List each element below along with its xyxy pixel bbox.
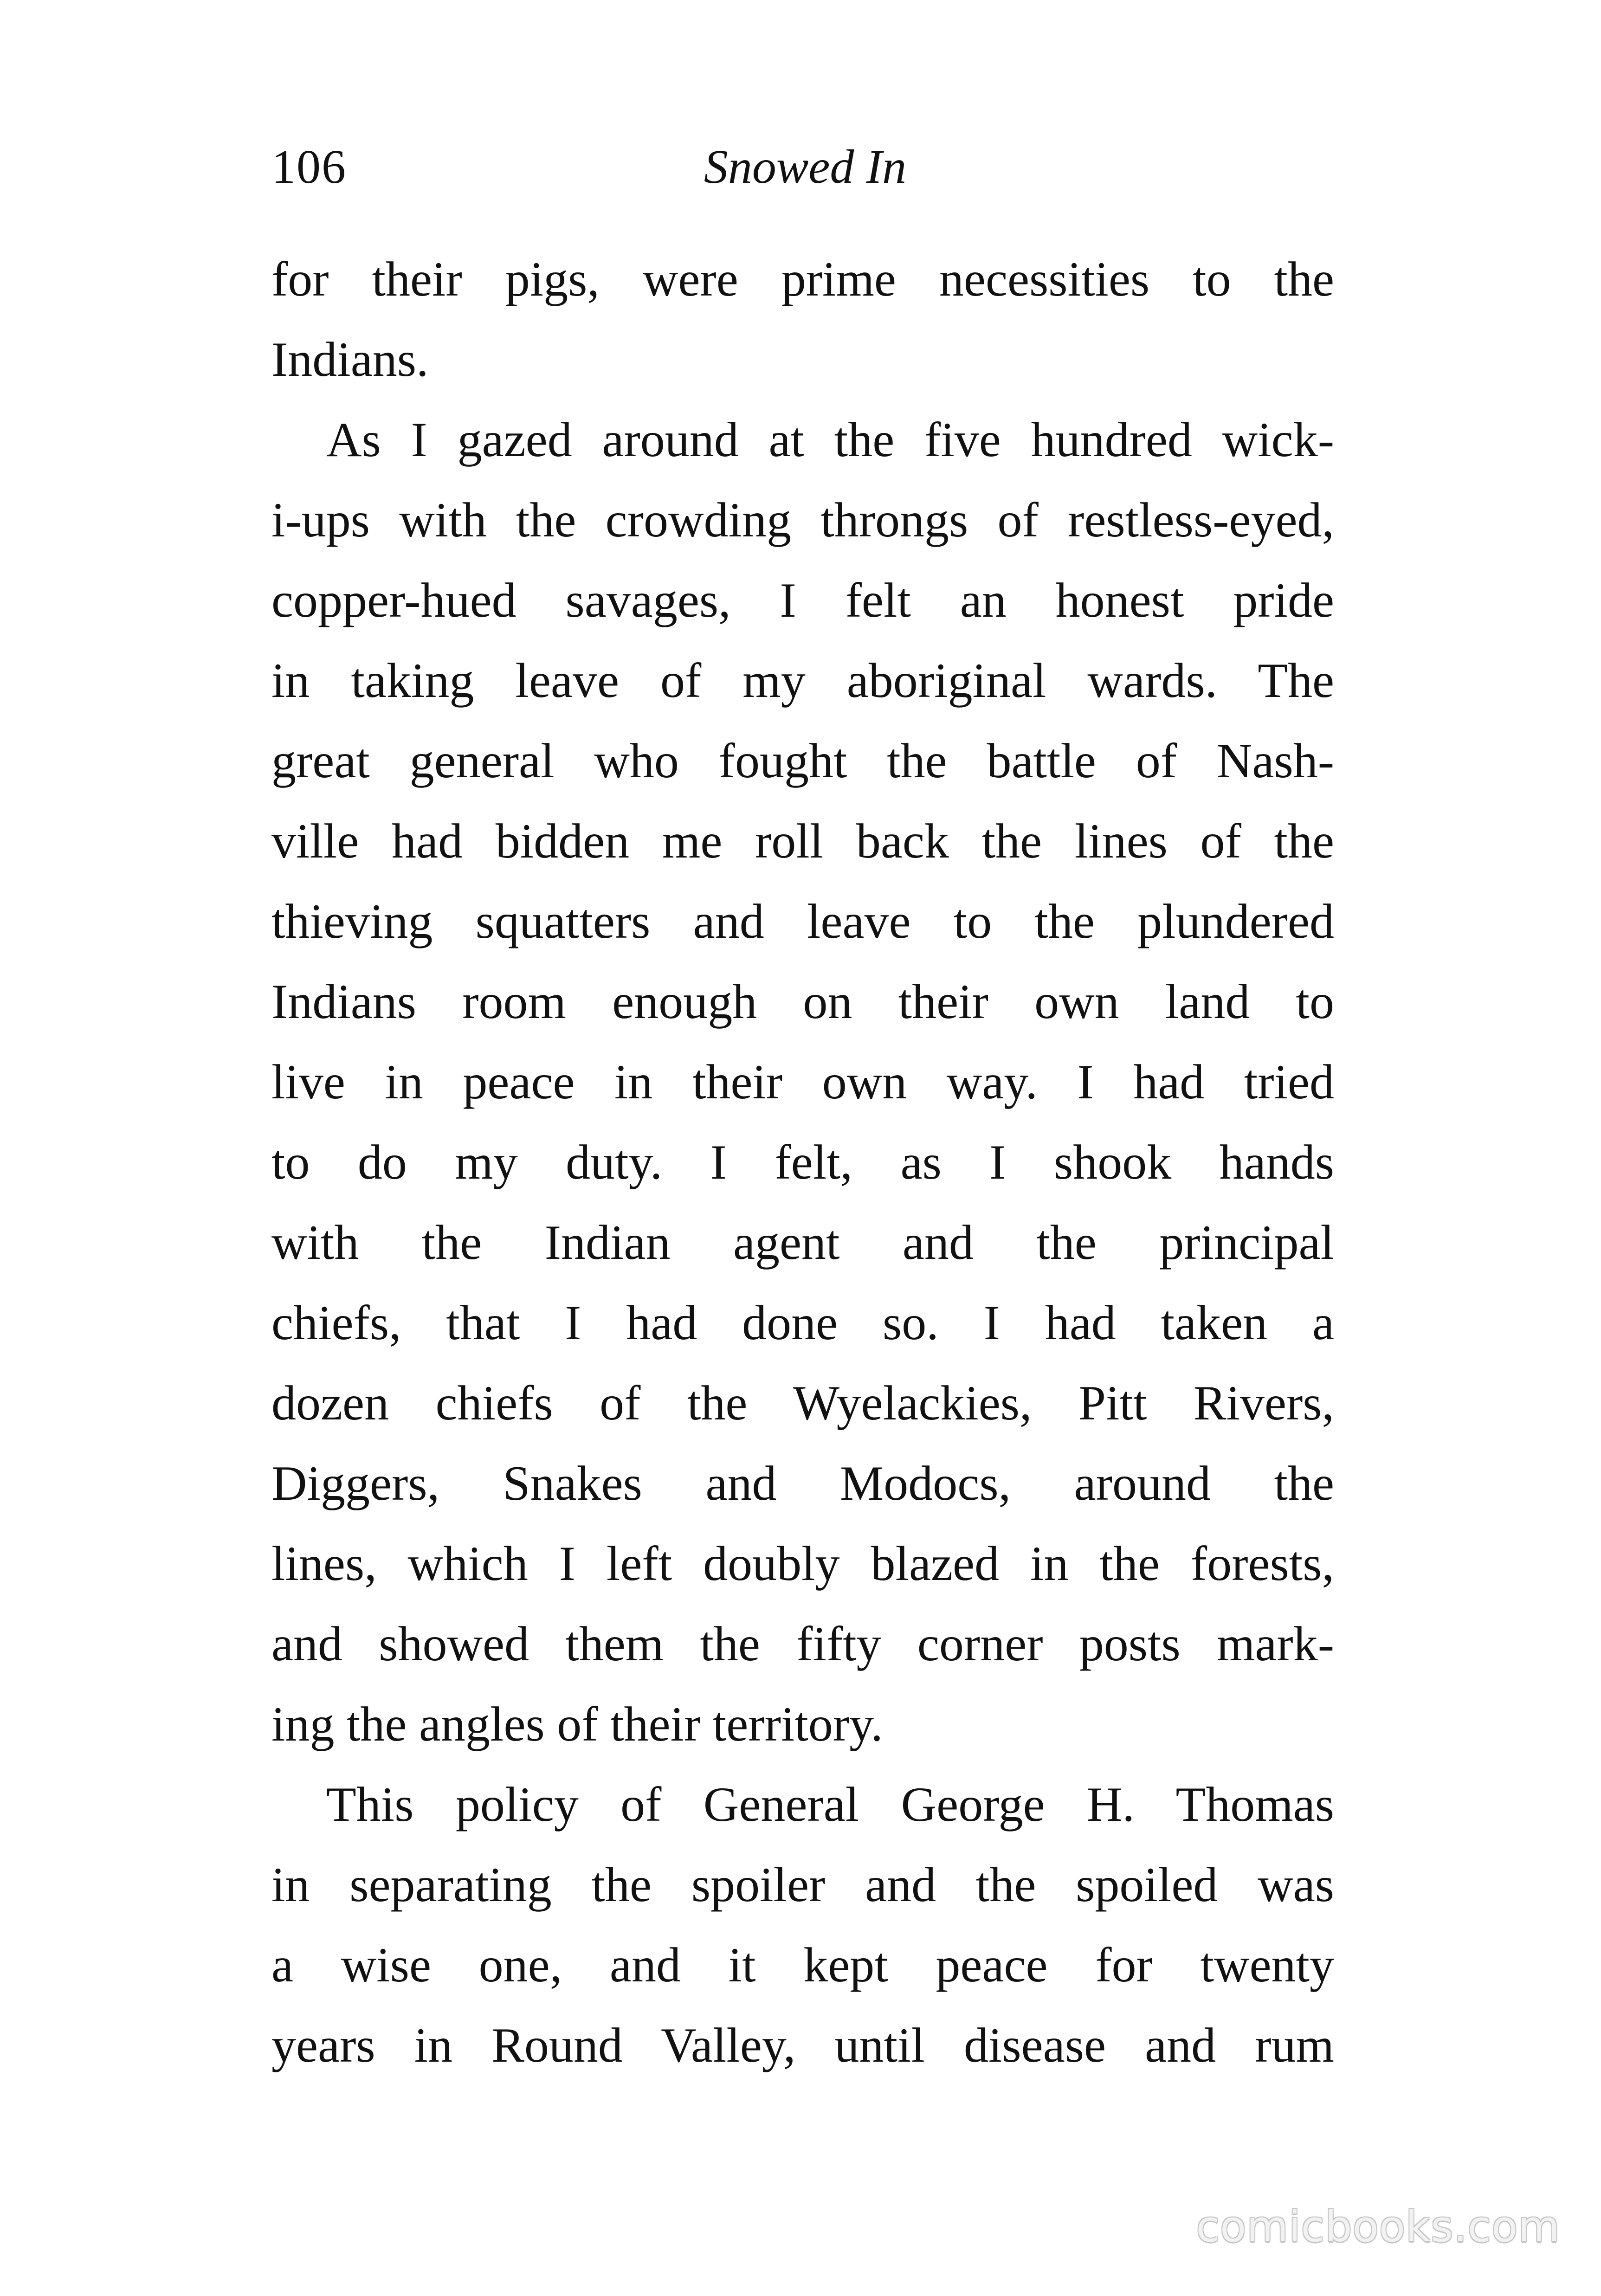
- text-line: in taking leave of my aboriginal wards. The: [271, 653, 1334, 708]
- text-line: Indians.: [271, 332, 429, 387]
- running-title: Snowed In: [704, 140, 907, 193]
- text-line: with the Indian agent and the principal: [271, 1215, 1334, 1270]
- text-line: dozen chiefs of the Wyelackies, Pitt Rivers,: [271, 1376, 1334, 1430]
- text-line: As I gazed around at the five hundred wick-: [326, 413, 1334, 467]
- text-line: live in peace in their own way. I had tried: [271, 1055, 1334, 1109]
- text-line: ville had bidden me roll back the lines of the: [271, 814, 1334, 868]
- text-line: a wise one, and it kept peace for twenty: [271, 1938, 1334, 1992]
- text-line: Indians room enough on their own land to: [271, 974, 1334, 1029]
- text-line: great general who fought the battle of Nash-: [271, 734, 1334, 788]
- text-line: ing the angles of their territory.: [271, 1697, 883, 1751]
- body-text: [271, 239, 1334, 2085]
- text-line: chiefs, that I had done so. I had taken a: [271, 1296, 1334, 1350]
- text-line: copper-hued savages, I felt an honest pride: [271, 573, 1334, 627]
- text-line: and showed them the fifty corner posts mark-: [271, 1617, 1334, 1671]
- text-line: in separating the spoiler and the spoiled was: [271, 1857, 1334, 1912]
- text-line: thieving squatters and leave to the plundered: [271, 894, 1334, 948]
- page-number: 106: [271, 140, 347, 193]
- text-line: i-ups with the crowding throngs of restless-eyed,: [271, 493, 1334, 547]
- running-header: [271, 135, 1334, 200]
- text-line: to do my duty. I felt, as I shook hands: [271, 1135, 1334, 1189]
- watermark-text: comicbooks.com: [1196, 2202, 1560, 2251]
- text-line: lines, which I left doubly blazed in the forests,: [271, 1536, 1334, 1591]
- text-line: years in Round Valley, until disease and rum: [271, 2018, 1334, 2072]
- text-line: for their pigs, were prime necessities to the: [271, 252, 1334, 306]
- text-line: This policy of General George H. Thomas: [326, 1777, 1334, 1832]
- text-line: Diggers, Snakes and Modocs, around the: [271, 1456, 1334, 1510]
